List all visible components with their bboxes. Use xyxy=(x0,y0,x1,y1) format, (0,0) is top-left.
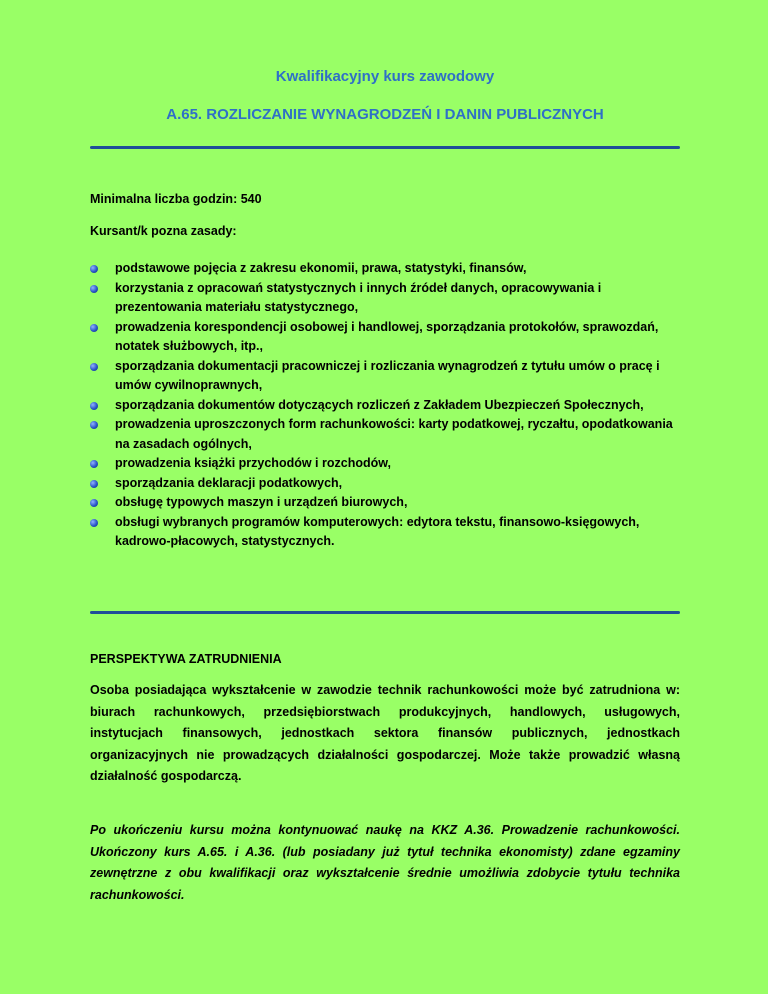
list-item: sporządzania dokumentów dotyczących rozliczeń z Zakładem Ubezpieczeń Społecznych, xyxy=(90,396,680,416)
bullet-icon xyxy=(90,363,98,371)
course-code-title: A.65. ROZLICZANIE WYNAGRODZEŃ I DANIN PUBLICZNYCH xyxy=(166,106,604,123)
bullet-icon xyxy=(90,285,98,293)
list-item: prowadzenia książki przychodów i rozchodów, xyxy=(90,454,680,474)
list-item: obsługę typowych maszyn i urządzeń biurowych, xyxy=(90,493,680,513)
employment-paragraph: Osoba posiadająca wykształcenie w zawodzie technik rachunkowości może być zatrudniona w: biurach rachunkowych, przedsiębiorstwach produkcyjnych, handlowych, usługowych, instytucjach finansowych, jednostkach sektora finansów publicznych, jednostkach organizacyjnych nie prowadzących działalności gospodarczej. Może także prowadzić własną działalność gospodarczą. xyxy=(90,683,680,783)
bullet-icon xyxy=(90,402,98,410)
bullet-icon xyxy=(90,421,98,429)
page-title: Kwalifikacyjny kurs zawodowy xyxy=(275,68,495,85)
divider-middle xyxy=(90,611,680,614)
continuation-paragraph: Po ukończeniu kursu można kontynuować naukę na KKZ A.36. Prowadzenie rachunkowości. Ukończony kurs A.65. i A.36. (lub posiadany już tytuł technika ekonomisty) zdane egzaminy zewnętrzne z obu kwalifikacji oraz wykształcenie średnie umożliwia zdobycie tytułu technika rachunkowości. xyxy=(90,823,680,902)
skills-list xyxy=(90,259,680,552)
bullet-icon xyxy=(90,324,98,332)
list-item: korzystania z opracowań statystycznych i innych źródeł danych, opracowywania i prezentowania materiału statystycznego, xyxy=(90,279,680,318)
list-item: podstawowe pojęcia z zakresu ekonomii, prawa, statystyki, finansów, xyxy=(90,259,680,279)
list-item: prowadzenia korespondencji osobowej i handlowej, sporządzania protokołów, sprawozdań, notatek służbowych, itp., xyxy=(90,318,680,357)
bullet-icon xyxy=(90,480,98,488)
bullet-icon xyxy=(90,519,98,527)
bullet-icon xyxy=(90,460,98,468)
intro-text: Kursant/k pozna zasady: xyxy=(90,224,237,238)
minimum-hours: Minimalna liczba godzin: 540 xyxy=(90,192,262,206)
bullet-icon xyxy=(90,265,98,273)
list-item: sporządzania dokumentacji pracowniczej i rozliczania wynagrodzeń z tytułu umów o pracę i umów cywilnoprawnych, xyxy=(90,357,680,396)
divider-top xyxy=(90,146,680,149)
bullet-icon xyxy=(90,499,98,507)
section-heading: PERSPEKTYWA ZATRUDNIENIA xyxy=(90,652,282,666)
list-item: obsługi wybranych programów komputerowych: edytora tekstu, finansowo-księgowych, kadrowo-płacowych, statystycznych. xyxy=(90,513,680,552)
list-item: sporządzania deklaracji podatkowych, xyxy=(90,474,680,494)
list-item: prowadzenia uproszczonych form rachunkowości: karty podatkowej, ryczałtu, opodatkowania na zasadach ogólnych, xyxy=(90,415,680,454)
